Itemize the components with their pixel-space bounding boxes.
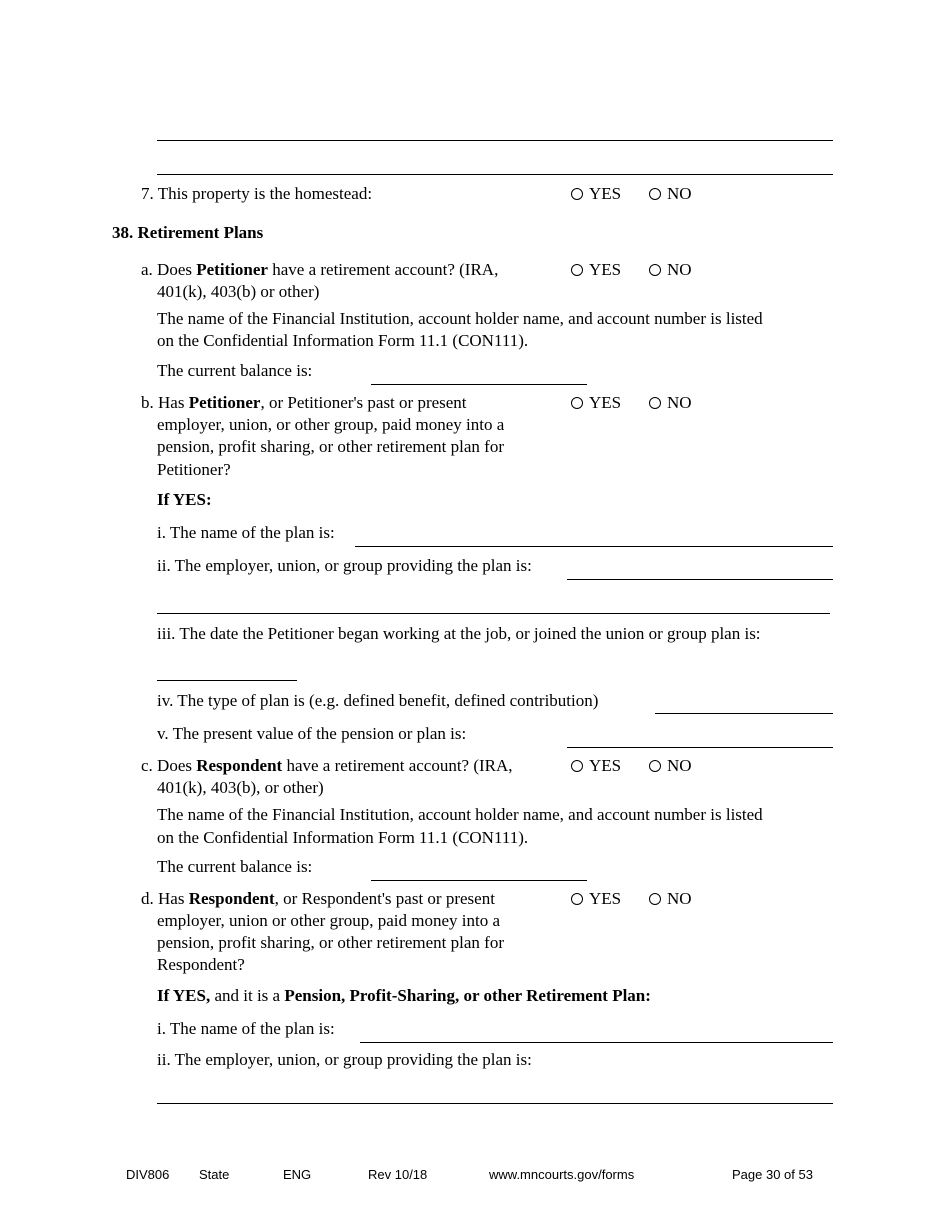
- no-label: NO: [667, 889, 692, 908]
- plan-name-label: i. The name of the plan is:: [157, 1019, 335, 1038]
- employer-field[interactable]: [157, 1103, 833, 1104]
- yes-label: YES: [589, 184, 622, 203]
- employer-field[interactable]: [567, 579, 833, 580]
- employer-field-continued[interactable]: [157, 613, 830, 614]
- plan-type-field[interactable]: [655, 713, 833, 714]
- homestead-question: 7. This property is the homestead:: [141, 184, 373, 203]
- question-d-line3: pension, profit sharing, or other retirement plan for: [157, 933, 504, 952]
- employer-label: ii. The employer, union, or group providing the plan is:: [157, 556, 532, 575]
- question-d: d. Has Respondent, or Respondent's past or present: [141, 889, 495, 908]
- homestead-no-radio[interactable]: [649, 183, 692, 205]
- petitioner-plan-no-radio[interactable]: [649, 392, 692, 414]
- no-label: NO: [667, 260, 692, 279]
- yes-label: YES: [589, 756, 622, 775]
- balance-label: The current balance is:: [157, 361, 313, 380]
- yes-label: YES: [589, 889, 622, 908]
- balance-label: The current balance is:: [157, 857, 313, 876]
- radio-circle-icon[interactable]: [649, 893, 661, 905]
- plan-name-field[interactable]: [355, 546, 833, 547]
- answer-line[interactable]: [157, 174, 833, 175]
- radio-circle-icon[interactable]: [571, 893, 583, 905]
- yes-label: YES: [589, 393, 622, 412]
- info-text: on the Confidential Information Form 11.1 (CON111).: [157, 331, 529, 350]
- if-yes-pension-label: If YES, and it is a Pension, Profit-Sharing, or other Retirement Plan:: [157, 986, 651, 1005]
- no-label: NO: [667, 184, 692, 203]
- balance-field[interactable]: [371, 880, 587, 881]
- balance-field[interactable]: [371, 384, 587, 385]
- info-text: The name of the Financial Institution, account holder name, and account number is listed: [157, 309, 763, 328]
- radio-circle-icon[interactable]: [571, 397, 583, 409]
- plan-type-label: iv. The type of plan is (e.g. defined benefit, defined contribution): [157, 691, 599, 710]
- start-date-field[interactable]: [157, 680, 297, 681]
- footer-state: State: [199, 1167, 230, 1182]
- footer-form-id: DIV806: [126, 1167, 170, 1182]
- question-b-line4: Petitioner?: [157, 460, 231, 479]
- respondent-plan-no-radio[interactable]: [649, 888, 692, 910]
- radio-circle-icon[interactable]: [649, 264, 661, 276]
- question-c-line2: 401(k), 403(b), or other): [157, 778, 324, 797]
- question-a: a. Does Petitioner have a retirement account? (IRA,: [141, 260, 499, 279]
- radio-circle-icon[interactable]: [571, 188, 583, 200]
- radio-circle-icon[interactable]: [649, 760, 661, 772]
- question-d-line2: employer, union or other group, paid money into a: [157, 911, 501, 930]
- present-value-field[interactable]: [567, 747, 833, 748]
- footer-language: ENG: [283, 1167, 312, 1182]
- radio-circle-icon[interactable]: [649, 397, 661, 409]
- homestead-yes-radio[interactable]: [571, 183, 621, 205]
- radio-circle-icon[interactable]: [571, 760, 583, 772]
- no-label: NO: [667, 393, 692, 412]
- info-text: on the Confidential Information Form 11.1 (CON111).: [157, 828, 529, 847]
- info-text: The name of the Financial Institution, account holder name, and account number is listed: [157, 805, 763, 824]
- question-b-line3: pension, profit sharing, or other retirement plan for: [157, 437, 504, 456]
- radio-circle-icon[interactable]: [649, 188, 661, 200]
- petitioner-plan-yes-radio[interactable]: [571, 392, 621, 414]
- yes-label: YES: [589, 260, 622, 279]
- question-a-line2: 401(k), 403(b) or other): [157, 282, 320, 301]
- question-b: b. Has Petitioner, or Petitioner's past or present: [141, 393, 467, 412]
- footer-page-number: Page 30 of 53: [732, 1167, 813, 1182]
- respondent-plan-yes-radio[interactable]: [571, 888, 621, 910]
- section-heading: 38. Retirement Plans: [112, 223, 264, 242]
- start-date-label: iii. The date the Petitioner began working at the job, or joined the union or group plan is:: [157, 624, 761, 643]
- question-b-line2: employer, union, or other group, paid money into a: [157, 415, 505, 434]
- no-label: NO: [667, 756, 692, 775]
- petitioner-account-no-radio[interactable]: [649, 259, 692, 281]
- petitioner-account-yes-radio[interactable]: [571, 259, 621, 281]
- footer-revision: Rev 10/18: [368, 1167, 428, 1182]
- employer-label: ii. The employer, union, or group providing the plan is:: [157, 1050, 532, 1069]
- respondent-account-yes-radio[interactable]: [571, 755, 621, 777]
- question-d-line4: Respondent?: [157, 955, 245, 974]
- answer-line[interactable]: [157, 140, 833, 141]
- plan-name-field[interactable]: [360, 1042, 833, 1043]
- question-c: c. Does Respondent have a retirement account? (IRA,: [141, 756, 513, 775]
- footer-url[interactable]: www.mncourts.gov/forms: [489, 1167, 635, 1182]
- present-value-label: v. The present value of the pension or plan is:: [157, 724, 467, 743]
- if-yes-label: If YES:: [157, 490, 212, 509]
- plan-name-label: i. The name of the plan is:: [157, 523, 335, 542]
- respondent-account-no-radio[interactable]: [649, 755, 692, 777]
- radio-circle-icon[interactable]: [571, 264, 583, 276]
